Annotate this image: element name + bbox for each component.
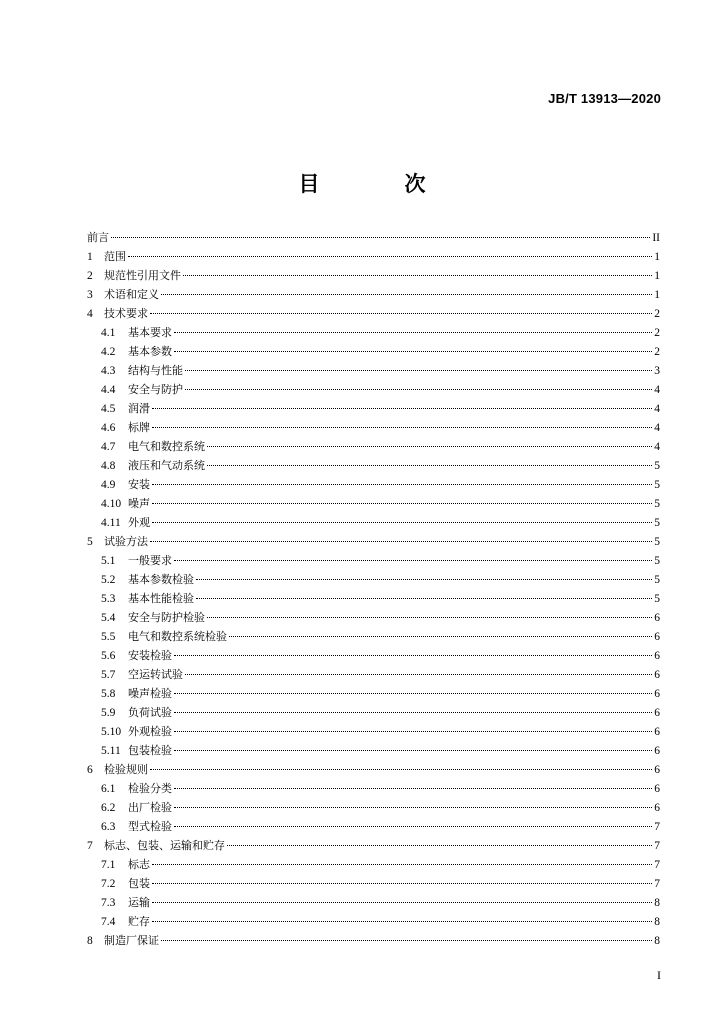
toc-entry-page: 3 [654,365,660,377]
toc-entry[interactable] [87,855,660,874]
toc-entry-number: 4 [87,308,93,320]
dot-leader [174,693,652,694]
dot-leader [161,940,652,941]
toc-entry-title: 噪声 [128,497,150,510]
toc-entry-title: 结构与性能 [128,364,183,377]
toc-entry[interactable] [87,380,660,399]
toc-entry-page: 6 [654,764,660,776]
toc-entry[interactable] [87,228,660,247]
toc-entry-number: 1 [87,251,93,263]
toc-entry[interactable] [87,418,660,437]
dot-leader [183,275,652,276]
toc-entry-page: 5 [654,479,660,491]
dot-leader [185,674,652,675]
toc-entry-page: 2 [654,308,660,320]
toc-entry-number: 5.7 [101,669,116,681]
toc-entry-number: 8 [87,935,93,947]
toc-entry-page: 8 [654,935,660,947]
toc-entry-number: 6 [87,764,93,776]
toc-entry-title: 电气和数控系统 [128,440,205,453]
toc-entry-number: 7 [87,840,93,852]
toc-entry-page: 4 [654,384,660,396]
dot-leader [174,655,652,656]
page-title: 目 次 [298,172,458,196]
toc-entry-page: 6 [654,802,660,814]
toc-entry-number: 5 [87,536,93,548]
toc-entry-number: 6.2 [101,802,116,814]
toc-entry[interactable] [87,437,660,456]
toc-entry[interactable] [87,931,660,950]
toc-entry-title: 贮存 [128,915,150,928]
toc-entry-page: 8 [654,916,660,928]
toc-entry-title: 术语和定义 [104,288,159,301]
toc-entry-number: 5.3 [101,593,116,605]
toc-entry[interactable] [87,304,660,323]
toc-entry-number: 4.4 [101,384,116,396]
toc-entry-title: 基本参数检验 [128,573,194,586]
dot-leader [229,636,652,637]
dot-leader [111,237,650,238]
toc-entry[interactable] [87,399,660,418]
toc-entry[interactable] [87,722,660,741]
toc-entry-number: 6.1 [101,783,116,795]
toc-entry[interactable] [87,874,660,893]
toc-entry-title: 液压和气动系统 [128,459,205,472]
table-of-contents [87,228,660,950]
toc-entry-number: 5.1 [101,555,116,567]
toc-entry-page: 6 [654,650,660,662]
dot-leader [207,617,652,618]
dot-leader [185,389,652,390]
toc-entry[interactable] [87,817,660,836]
toc-entry-title: 基本要求 [128,326,172,339]
toc-entry-number: 4.11 [101,517,121,529]
toc-entry-title: 运输 [128,896,150,909]
toc-entry-page: 4 [654,441,660,453]
dot-leader [196,598,652,599]
dot-leader [152,503,652,504]
toc-entry[interactable] [87,608,660,627]
toc-entry[interactable] [87,475,660,494]
toc-entry-number: 4.5 [101,403,116,415]
toc-entry-page: 5 [654,498,660,510]
dot-leader [174,826,652,827]
dot-leader [161,294,652,295]
toc-entry[interactable] [87,494,660,513]
toc-entry[interactable] [87,798,660,817]
toc-entry-title: 包装 [128,877,150,890]
toc-entry-title: 润滑 [128,402,150,415]
toc-entry-number: 7.3 [101,897,116,909]
toc-entry-title: 规范性引用文件 [104,269,181,282]
toc-entry-title: 安装 [128,478,150,491]
toc-entry[interactable] [87,741,660,760]
toc-entry-number: 4.6 [101,422,116,434]
toc-entry[interactable] [87,684,660,703]
toc-entry-number: 4.2 [101,346,116,358]
dot-leader [174,351,652,352]
toc-entry-page: 6 [654,726,660,738]
toc-entry[interactable] [87,646,660,665]
toc-entry-page: 6 [654,631,660,643]
toc-entry[interactable] [87,456,660,475]
toc-entry-page: 1 [654,251,660,263]
toc-entry-number: 5.4 [101,612,116,624]
toc-entry-number: 7.1 [101,859,116,871]
toc-entry-number: 3 [87,289,93,301]
toc-entry-title: 一般要求 [128,554,172,567]
toc-entry-number: 4.8 [101,460,116,472]
toc-entry[interactable] [87,760,660,779]
dot-leader [152,408,652,409]
toc-entry-title: 检验规则 [104,763,148,776]
toc-entry-number: 4.7 [101,441,116,453]
dot-leader [152,883,652,884]
toc-entry-title: 电气和数控系统检验 [128,630,227,643]
toc-entry-title: 制造厂保证 [104,934,159,947]
dot-leader [174,750,652,751]
toc-entry-title: 外观 [128,516,150,529]
toc-entry-page: 7 [654,859,660,871]
toc-entry-number: 7.2 [101,878,116,890]
toc-entry[interactable] [87,665,660,684]
toc-entry[interactable] [87,836,660,855]
toc-entry-title: 包装检验 [128,744,172,757]
toc-entry[interactable] [87,551,660,570]
toc-entry-title: 基本参数 [128,345,172,358]
dot-leader [207,446,652,447]
toc-entry[interactable] [87,912,660,931]
dot-leader [152,921,652,922]
toc-entry[interactable] [87,266,660,285]
toc-entry-number: 4.9 [101,479,116,491]
toc-entry-title: 标牌 [128,421,150,434]
toc-entry[interactable] [87,570,660,589]
toc-entry[interactable] [87,323,660,342]
dot-leader [128,256,652,257]
toc-entry-page: 5 [654,517,660,529]
toc-entry-page: 6 [654,707,660,719]
toc-entry-number: 5.2 [101,574,116,586]
toc-entry-title: 安全与防护检验 [128,611,205,624]
dot-leader [174,332,652,333]
toc-entry-number: 4.10 [101,498,122,510]
toc-entry-number: 2 [87,270,93,282]
toc-entry-title: 试验方法 [104,535,148,548]
toc-entry-page: 5 [654,555,660,567]
dot-leader [174,712,652,713]
toc-entry-title: 型式检验 [128,820,172,833]
dot-leader [150,541,652,542]
dot-leader [152,522,652,523]
page-number: I [657,968,661,982]
toc-entry[interactable] [87,532,660,551]
toc-entry[interactable] [87,342,660,361]
dot-leader [185,370,652,371]
toc-entry-title: 标志、包装、运输和贮存 [104,839,225,852]
dot-leader [174,807,652,808]
toc-entry-number: 5.5 [101,631,116,643]
toc-entry-page: 6 [654,783,660,795]
dot-leader [150,769,652,770]
toc-entry-title: 噪声检验 [128,687,172,700]
toc-entry-page: 4 [654,403,660,415]
toc-entry-title: 负荷试验 [128,706,172,719]
toc-entry-page: 6 [654,669,660,681]
toc-entry-page: 2 [654,346,660,358]
toc-entry-page: 5 [654,574,660,586]
toc-entry-page: 4 [654,422,660,434]
toc-entry[interactable] [87,627,660,646]
toc-entry-page: 6 [654,745,660,757]
toc-entry-number: 5.9 [101,707,116,719]
toc-entry-page: II [652,232,660,244]
dot-leader [174,788,652,789]
toc-entry-page: 2 [654,327,660,339]
toc-entry[interactable] [87,589,660,608]
dot-leader [196,579,652,580]
document-code: JB/T 13913—2020 [548,91,661,106]
toc-entry-title: 安装检验 [128,649,172,662]
toc-entry-title: 出厂检验 [128,801,172,814]
toc-entry[interactable] [87,513,660,532]
toc-entry-title: 范围 [104,250,126,263]
toc-entry-title: 基本性能检验 [128,592,194,605]
toc-entry-title: 技术要求 [104,307,148,320]
toc-entry-number: 5.8 [101,688,116,700]
toc-entry[interactable] [87,893,660,912]
toc-entry[interactable] [87,361,660,380]
toc-entry-title: 外观检验 [128,725,172,738]
toc-entry-number: 5.10 [101,726,122,738]
toc-entry[interactable] [87,779,660,798]
dot-leader [152,864,652,865]
toc-entry-page: 5 [654,536,660,548]
dot-leader [174,731,652,732]
toc-entry-page: 1 [654,270,660,282]
toc-entry-page: 6 [654,688,660,700]
toc-entry-page: 6 [654,612,660,624]
toc-entry-number: 6.3 [101,821,116,833]
toc-entry-page: 7 [654,821,660,833]
toc-entry-number: 7.4 [101,916,116,928]
toc-entry-page: 5 [654,593,660,605]
toc-entry-page: 7 [654,878,660,890]
toc-entry[interactable] [87,247,660,266]
toc-entry-title: 前言 [87,231,109,244]
toc-entry-title: 安全与防护 [128,383,183,396]
dot-leader [174,560,652,561]
toc-entry-page: 7 [654,840,660,852]
toc-entry[interactable] [87,703,660,722]
toc-entry[interactable] [87,285,660,304]
toc-entry-number: 5.11 [101,745,121,757]
toc-entry-title: 空运转试验 [128,668,183,681]
dot-leader [227,845,652,846]
dot-leader [152,484,652,485]
dot-leader [150,313,652,314]
toc-entry-page: 8 [654,897,660,909]
dot-leader [152,427,652,428]
toc-entry-page: 1 [654,289,660,301]
toc-entry-number: 4.3 [101,365,116,377]
toc-entry-title: 检验分类 [128,782,172,795]
toc-entry-page: 5 [654,460,660,472]
toc-entry-number: 4.1 [101,327,116,339]
toc-entry-number: 5.6 [101,650,116,662]
toc-entry-title: 标志 [128,858,150,871]
dot-leader [207,465,652,466]
dot-leader [152,902,652,903]
